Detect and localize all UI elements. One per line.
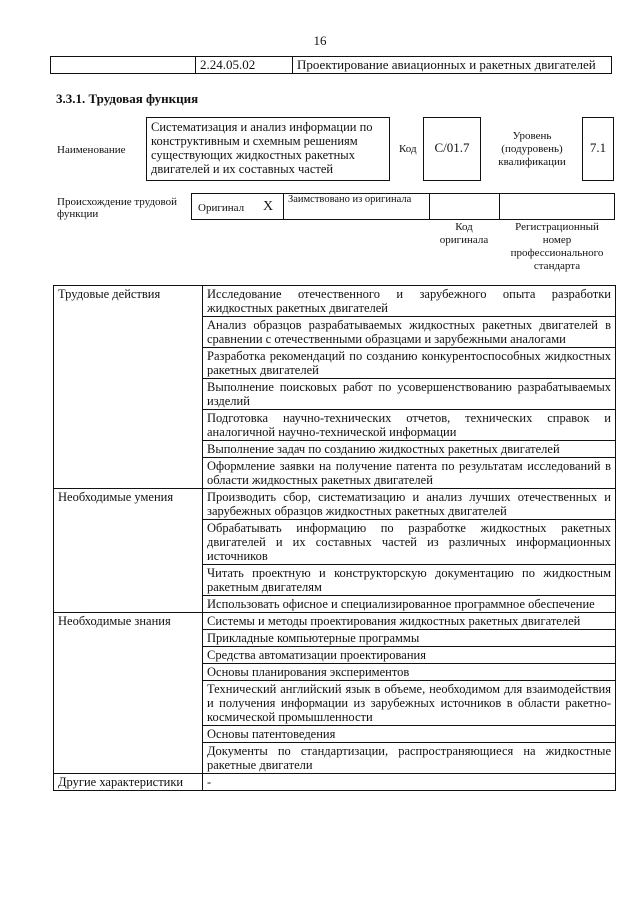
table-row [54, 286, 616, 317]
reg-number-label: Регистрационный номер профессионального стандарта [510, 221, 604, 272]
original-code-cell [430, 194, 500, 219]
origin-row [191, 193, 615, 220]
description-cell: Выполнение поисковых работ по усовершенствованию разрабатываемых изделий [203, 379, 616, 410]
description-cell: Анализ образцов разрабатываемых жидкостных ракетных двигателей в сравнении с отечественными образцами и зарубежными аналогами [203, 317, 616, 348]
description-cell: Разработка рекомендаций по созданию конкурентоспособных жидкостных ракетных двигателей [203, 348, 616, 379]
competency-table [53, 285, 616, 791]
description-cell: Средства автоматизации проектирования [203, 647, 616, 664]
description-cell: Оформление заявки на получение патента по результатам исследований в области жидкостных ракетных двигателей [203, 458, 616, 489]
description-cell: Подготовка научно-технических отчетов, технических справок и аналогичной научно-технической информации [203, 410, 616, 441]
page-number: 16 [313, 33, 327, 48]
description-cell: Документы по стандартизации, распространяющиеся на жидкостные ракетные двигатели [203, 743, 616, 774]
description-cell: Основы патентоведения [203, 726, 616, 743]
competency-table-body [54, 286, 616, 791]
description-cell: Технический английский язык в объеме, необходимом для взаимодействия и получения информации из зарубежных источников в области ракетно-космической промышленности [203, 681, 616, 726]
borrowed-label: Заимствовано из оригинала [288, 194, 412, 205]
category-cell: Другие характеристики [54, 774, 203, 791]
header-empty-cell [51, 57, 196, 73]
level-label: Уровень (подуровень) квалификации [498, 130, 566, 168]
description-cell: Основы планирования экспериментов [203, 664, 616, 681]
origin-label: Происхождение трудовой функции [57, 196, 178, 220]
table-row [54, 489, 616, 520]
header-row [50, 56, 612, 74]
table-row [54, 774, 616, 791]
function-name: Систематизация и анализ информации по конструктивным и схемным решениям существующих жидкостных ракетных двигателей и их составных частей [146, 117, 390, 181]
header-code: 2.24.05.02 [196, 57, 293, 73]
code-label: Код [399, 143, 417, 155]
description-cell: - [203, 774, 616, 791]
description-cell: Читать проектную и конструкторскую документацию по жидкостным ракетным двигателям [203, 565, 616, 596]
description-cell: Выполнение задач по созданию жидкостных ракетных двигателей [203, 441, 616, 458]
category-cell: Трудовые действия [54, 286, 203, 489]
original-mark: X [263, 199, 274, 214]
name-label: Наименование [57, 144, 126, 156]
section-title: 3.3.1. Трудовая функция [56, 91, 199, 106]
category-cell: Необходимые умения [54, 489, 203, 613]
borrowed-cell [284, 194, 430, 219]
description-cell: Системы и методы проектирования жидкостных ракетных двигателей [203, 613, 616, 630]
description-cell: Использовать офисное и специализированное программное обеспечение [203, 596, 616, 613]
original-cell [192, 194, 284, 219]
category-cell: Необходимые знания [54, 613, 203, 774]
table-row [54, 613, 616, 630]
original-label: Оригинал [198, 202, 245, 214]
original-code-label: Код оригинала [439, 221, 489, 246]
reg-number-cell [500, 194, 613, 219]
qualification-level: 7.1 [582, 117, 614, 181]
description-cell: Производить сбор, систематизацию и анализ лучших отечественных и зарубежных образцов жидкостных ракетных двигателей [203, 489, 616, 520]
description-cell: Прикладные компьютерные программы [203, 630, 616, 647]
description-cell: Обрабатывать информацию по разработке жидкостных ракетных двигателей и их составных частей из различных информационных источников [203, 520, 616, 565]
description-cell: Исследование отечественного и зарубежного опыта разработки жидкостных ракетных двигателей [203, 286, 616, 317]
header-title: Проектирование авиационных и ракетных двигателей [297, 57, 596, 72]
function-code: C/01.7 [423, 117, 481, 181]
